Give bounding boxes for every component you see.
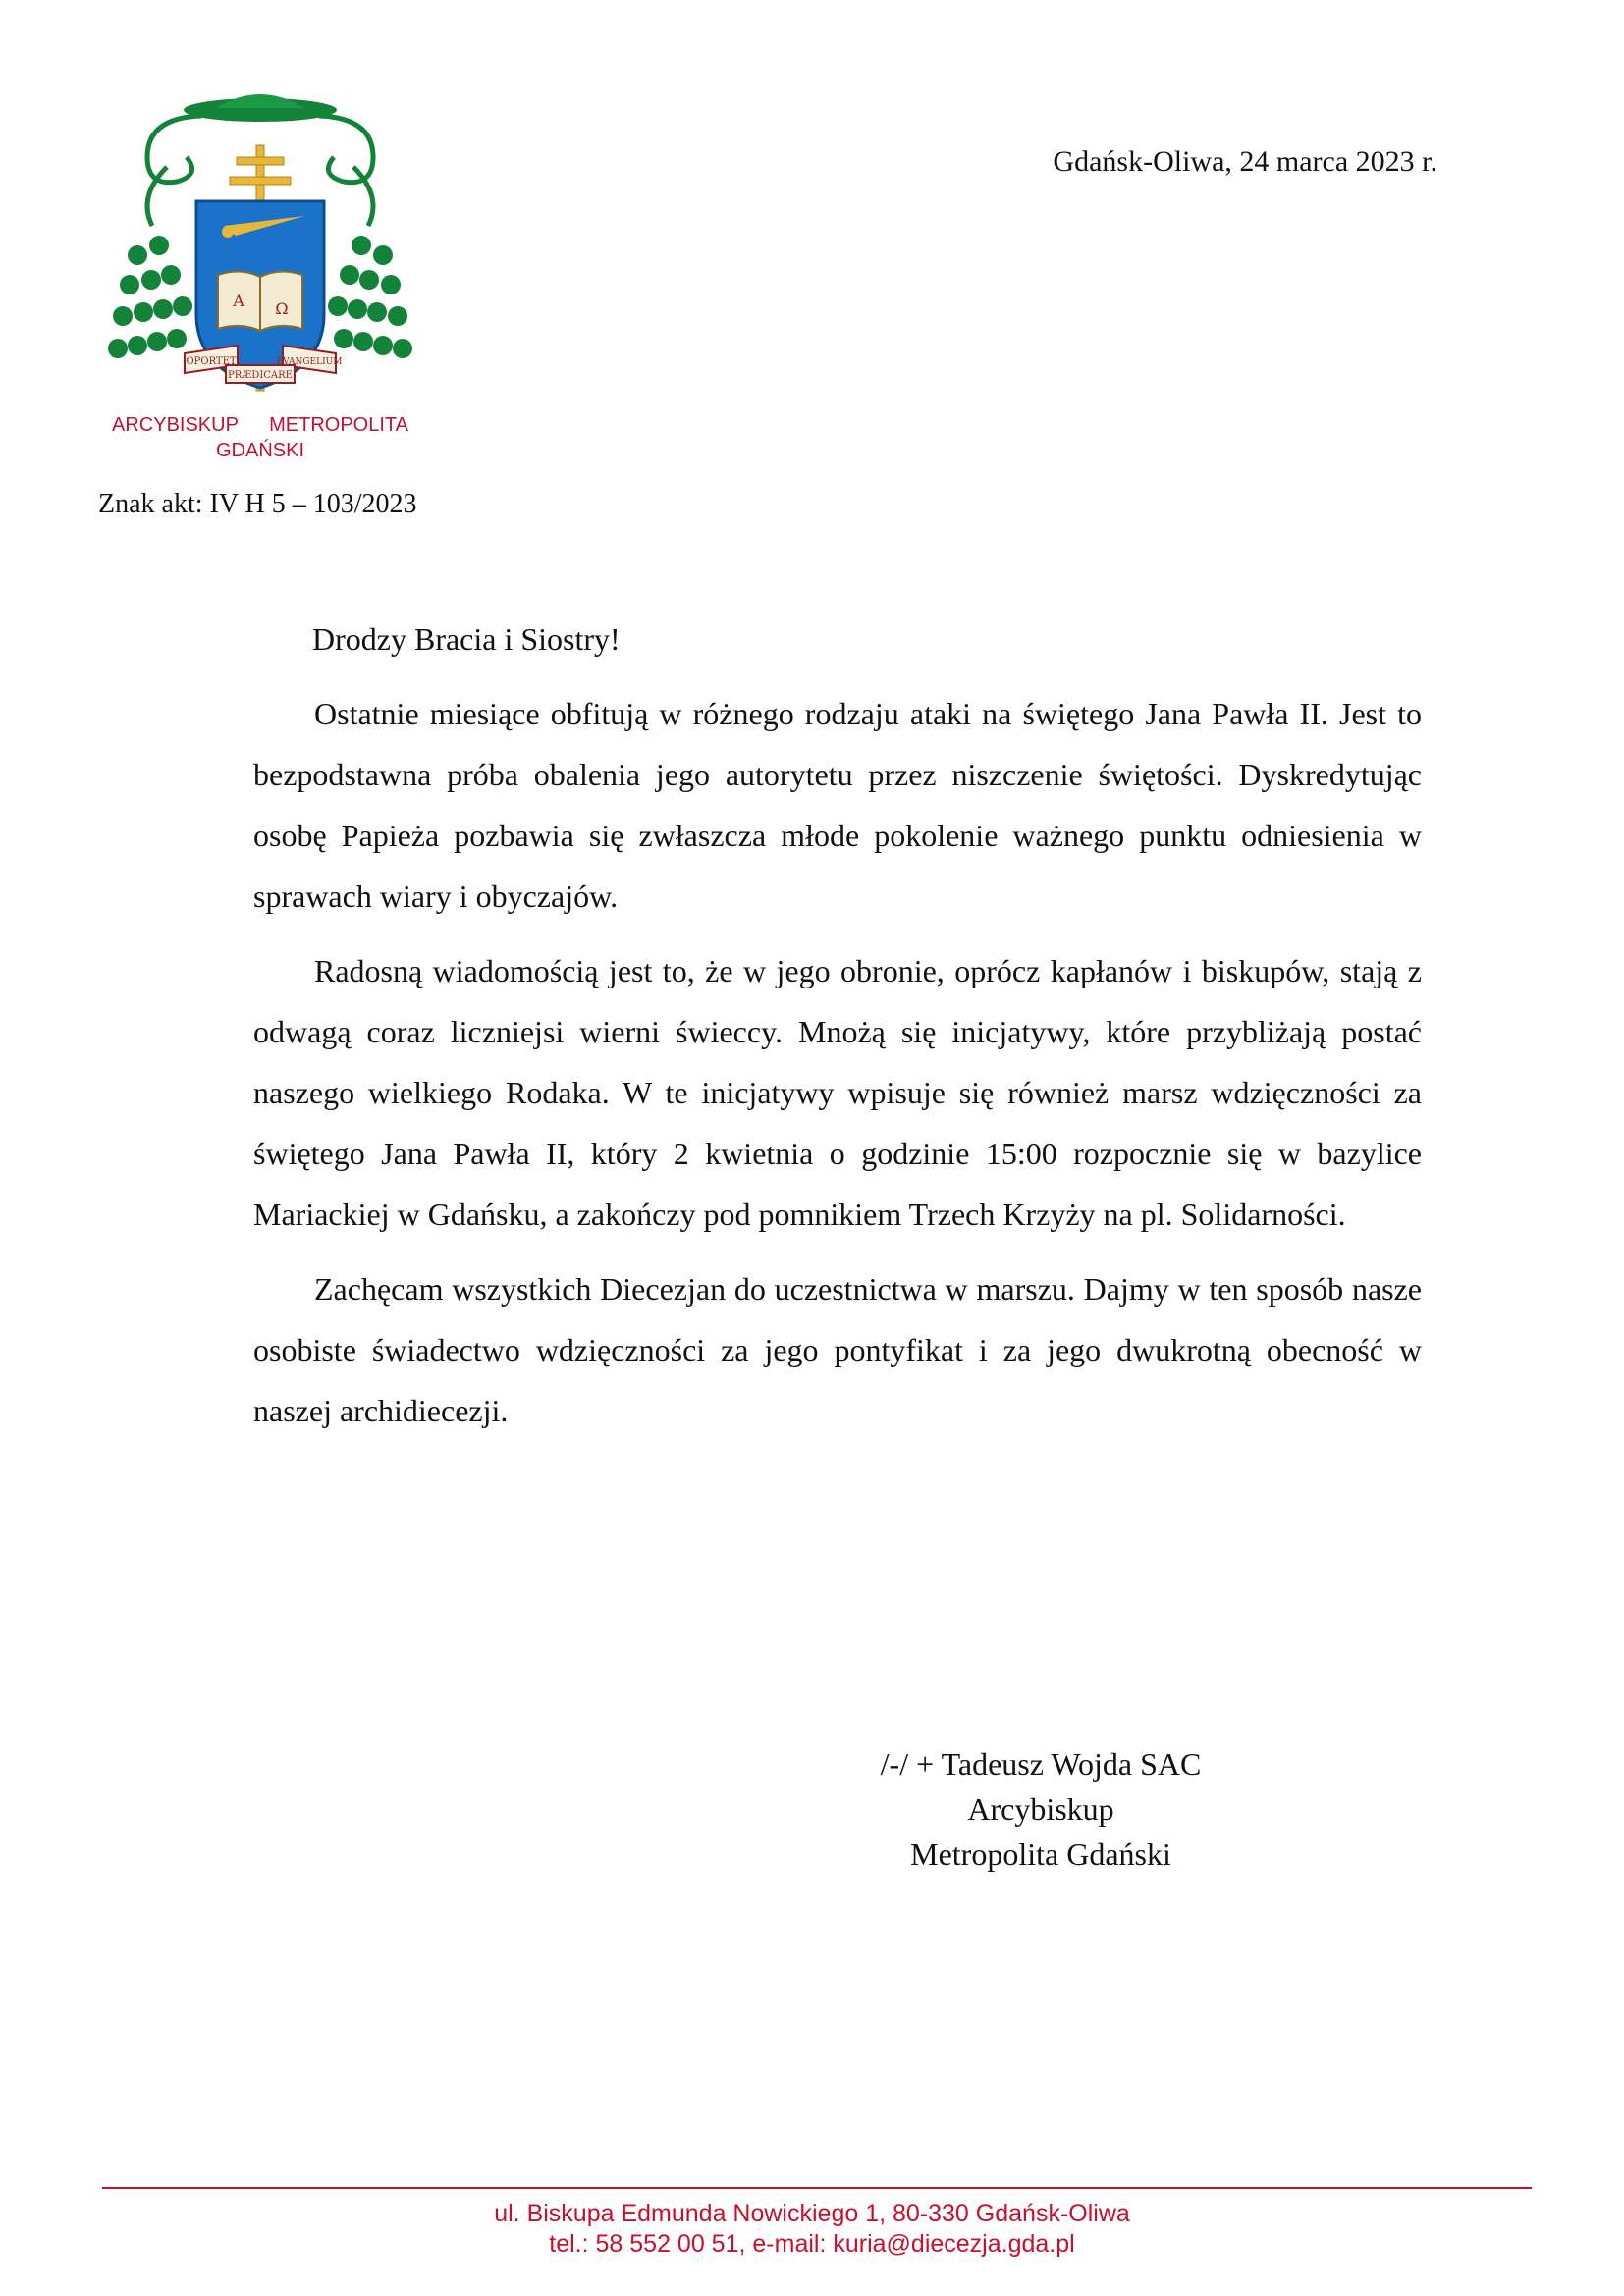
- crest-title: [98, 412, 422, 463]
- letter-body: [253, 609, 1422, 1441]
- place-date: Gdańsk-Oliwa, 24 marca 2023 r.: [1053, 145, 1437, 178]
- paragraph-3: Zachęcam wszystkich Diecezjan do uczestnictwa w marszu. Dajmy w ten sposób nasze osobiste świadectwo wdzięczności za jego pontyfikat i za jego dwukrotną obecność w naszej archidiecezji.: [253, 1271, 1422, 1428]
- book-omega: Ω: [275, 299, 289, 318]
- signature-office: Metropolita Gdański: [910, 1837, 1171, 1872]
- crest-title-left: ARCYBISKUP: [112, 414, 239, 436]
- footer: [0, 2199, 1624, 2260]
- footer-divider: [102, 2187, 1532, 2189]
- book-alpha: Α: [233, 292, 244, 310]
- signature-name: /-/ + Tadeusz Wojda SAC: [880, 1746, 1202, 1782]
- file-reference: Znak akt: IV H 5 – 103/2023: [98, 489, 417, 519]
- crest-title-bottom: GDAŃSKI: [215, 440, 305, 461]
- motto-right: EVANGELIUM: [276, 357, 343, 367]
- greeting: Drodzy Bracia i Siostry!: [312, 621, 621, 657]
- signature-block: [805, 1741, 1276, 1877]
- archbishop-coat-of-arms-icon: [108, 88, 412, 412]
- motto-center: PRÆDICARE: [228, 370, 293, 381]
- footer-address: ul. Biskupa Edmunda Nowickiego 1, 80-330 Gdańsk-Oliwa: [494, 2200, 1130, 2227]
- motto-left: OPORTET: [186, 356, 237, 367]
- signature-title: Arcybiskup: [967, 1791, 1114, 1827]
- footer-contact: tel.: 58 552 00 51, e-mail: kuria@diecezja.gda.pl: [549, 2230, 1075, 2258]
- paragraph-1: Ostatnie miesiące obfitują w różnego rodzaju ataki na świętego Jana Pawła II. Jest to bezpodstawna próba obalenia jego autorytetu przez niszczenie świętości. Dyskredytując osobę Papieża pozbawia się zwłaszcza młode pokolenie ważnego punktu odniesienia w sprawach wiary i obyczajów.: [253, 696, 1422, 914]
- coat-of-arms: [108, 88, 412, 412]
- crest-title-right: METROPOLITA: [269, 414, 408, 436]
- paragraph-2: Radosną wiadomością jest to, że w jego obronie, oprócz kapłanów i biskupów, stają z odwagą coraz liczniejsi wierni świeccy. Mnożą się inicjatywy, które przybliżają postać naszego wielkiego Rodaka. W te inicjatywy wpisuje się również marsz wdzięczności za świętego Jana Pawła II, który 2 kwietnia o godzinie 15:00 rozpocznie się w bazylice Mariackiej w Gdańsku, a zakończy pod pomnikiem Trzech Krzyży na pl. Solidarności.: [253, 953, 1422, 1232]
